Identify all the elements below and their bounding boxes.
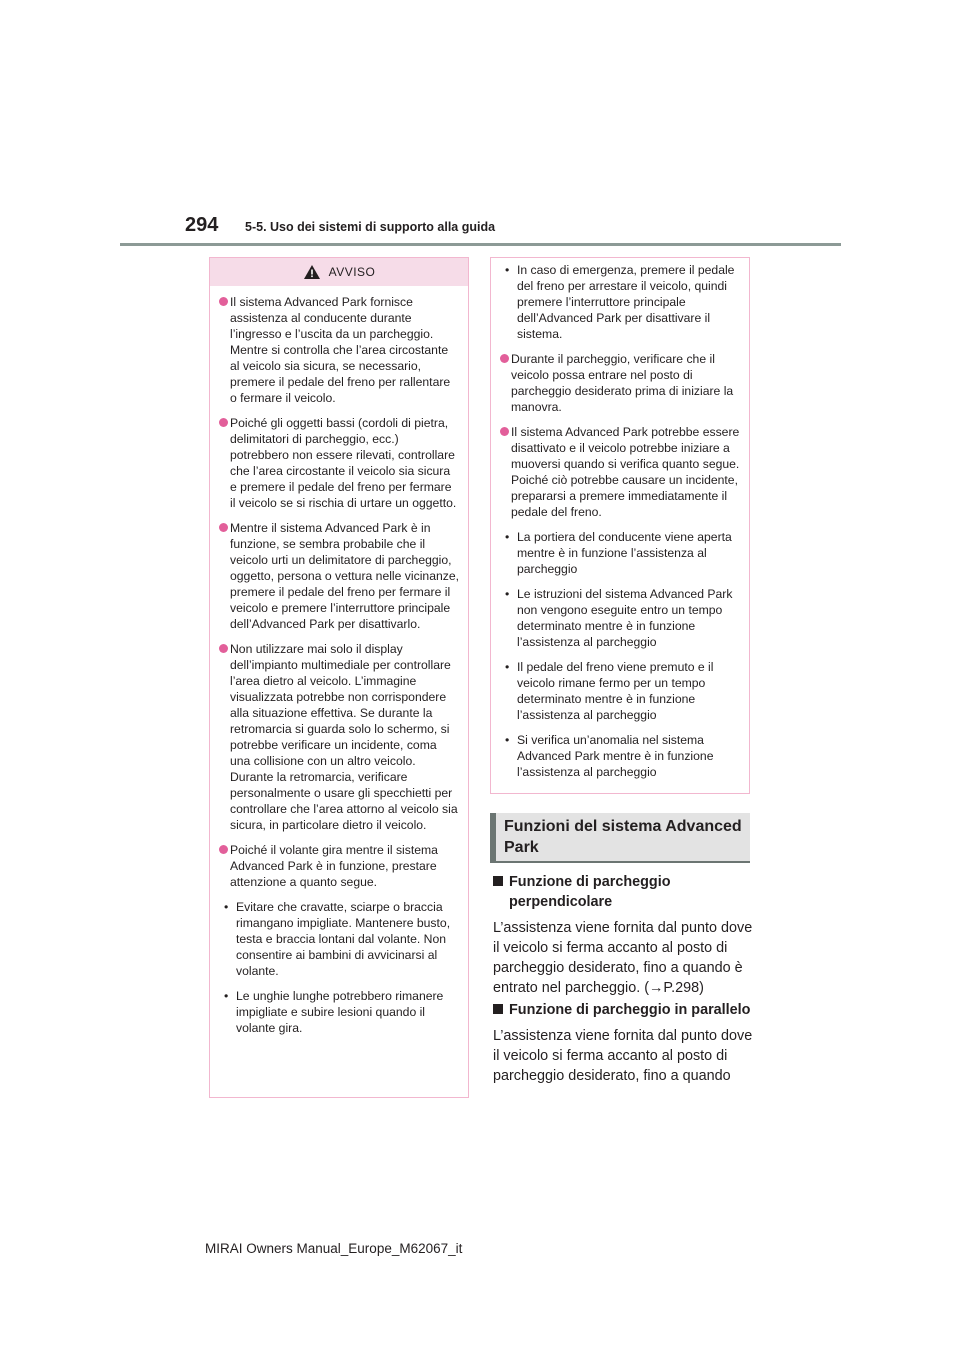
pink-circle-bullet-icon [219,845,228,854]
section-title: 5-5. Uso dei sistemi di supporto alla guida [245,220,496,234]
square-bullet-icon [493,876,503,886]
small-bullet-icon: • [224,900,229,914]
pink-circle-bullet-icon [500,427,509,436]
function-parallel [493,1000,755,1086]
small-bullet-icon: • [505,733,510,747]
function-heading-text: Funzione di parcheggio in parallelo [509,1002,751,1018]
subject-header: Funzioni del sistema Advanced Park [490,813,750,863]
bullet-text: Poiché gli oggetti bassi (cordoli di pietra, delimitatori di parcheggio, ecc.) potrebbero non essere rilevati, controllare che l’area circostante il veicolo sia sicura e premere il pedale del freno per fermare il veicolo se si rischia di urtare un oggetto. [230,416,457,510]
sub-bullet-item [218,988,460,1036]
square-bullet-icon [493,1004,503,1014]
sub-bullet-item [218,899,460,979]
bullet-item [218,641,460,833]
warning-continued-box [490,257,750,794]
bullet-item [218,842,460,890]
small-bullet-icon: • [505,587,510,601]
small-bullet-icon: • [505,263,510,277]
bullet-text: Non utilizzare mai solo il display dell’impianto multimediale per controllare l’area dietro al veicolo. L’immagine visualizzata potrebbe non corrispondere alla situazione effettiva. Se durante la retromarcia si guarda solo lo schermo, si potrebbe verificare un incidente, coma una collisione con un altro veicolo. Durante la retromarcia, verificare personalmente o usare gli specchietti per controllare che l’area attorno al veicolo sia sicura, in particolare dietro il veicolo. [230,642,458,832]
sub-bullet-item [499,262,741,342]
bullet-text: Durante il parcheggio, verificare che il veicolo possa entrare nel posto di parcheggio desiderato prima di iniziare la manovra. [511,352,734,414]
header-rule [120,243,841,246]
function-heading-text: Funzione di parcheggio perpendicolare [509,874,671,910]
bullet-item [218,415,460,511]
bullet-text: Poiché il volante gira mentre il sistema Advanced Park è in funzione, prestare attenzione a quanto segue. [230,843,438,889]
bullet-text: Il sistema Advanced Park potrebbe essere disattivato e il veicolo potrebbe iniziare a muoversi quando si verifica quanto segue. Poiché ciò potrebbe causare un incidente, prepararsi a premere immediatamente il pedale del freno. [511,425,740,519]
small-bullet-icon: • [505,660,510,674]
bullet-text: Le unghie lunghe potrebbero rimanere impigliate e subire lesioni quando il volante gira. [236,989,444,1035]
warning-title: AVVISO [328,265,376,279]
bullet-text: La portiera del conducente viene aperta mentre è in funzione l’assistenza al parcheggio [517,530,732,576]
bullet-text: Le istruzioni del sistema Advanced Park non vengono eseguite entro un tempo determinato mentre è in funzione l’assistenza al parcheggio [517,587,733,649]
pink-circle-bullet-icon [219,523,228,532]
pink-circle-bullet-icon [219,644,228,653]
function-heading [493,872,755,912]
small-bullet-icon: • [224,989,229,1003]
pink-circle-bullet-icon [219,297,228,306]
bullet-item [499,424,741,520]
warning-triangle-icon [303,264,321,280]
warning-box [209,257,469,1098]
pink-circle-bullet-icon [219,418,228,427]
function-heading [493,1000,755,1020]
function-text: L’assistenza viene fornita dal punto dove il veicolo si ferma accanto al posto di parcheggio desiderato, fino a quando è entrato nel parcheggio. (→P.298) [493,920,753,996]
warning-header [210,258,468,286]
bullet-text: Evitare che cravatte, sciarpe o braccia rimangano impigliate. Mantenere busto, testa e braccia lontani dal volante. Non consentire ai bambini di avvicinarsi al volante. [236,900,451,978]
small-bullet-icon: • [505,530,510,544]
warning-continued-list [491,258,749,780]
function-perpendicular [493,872,755,998]
bullet-text: Si verifica un’anomalia nel sistema Advanced Park mentre è in funzione l’assistenza al parcheggio [517,733,714,779]
sub-bullet-item [499,529,741,577]
bullet-text: Il pedale del freno viene premuto e il veicolo rimane fermo per un tempo determinato mentre è in funzione l’assistenza al parcheggio [517,660,714,722]
sub-bullet-item [499,586,741,650]
bullet-item [218,294,460,406]
sub-bullet-item [499,659,741,723]
pink-circle-bullet-icon [500,354,509,363]
footer-text: MIRAI Owners Manual_Europe_M62067_it [205,1241,463,1256]
bullet-text: Il sistema Advanced Park fornisce assistenza al conducente durante l’ingresso e l’uscita da un parcheggio. Mentre si controlla che l’area circostante al veicolo sia sicura, se necessario, premere il pedale del freno per rallentare o fermare il veicolo. [230,295,451,405]
bullet-text: In caso di emergenza, premere il pedale del freno per arrestare il veicolo, quindi premere l’interruttore principale dell’Advanced Park per disattivare il sistema. [517,263,735,341]
bullet-item [499,351,741,415]
bullet-item [218,520,460,632]
function-text: L’assistenza viene fornita dal punto dove il veicolo si ferma accanto al posto di parcheggio desiderato, fino a quando [493,1028,753,1084]
subject-rule [490,861,750,863]
warning-list [210,286,468,1036]
sub-bullet-item [499,732,741,780]
bullet-text: Mentre il sistema Advanced Park è in funzione, se sembra probabile che il veicolo urti un delimitatore di parcheggio, oggetto, persona o vettura nelle vicinanze, premere il pedale del freno per fermare il veicolo e premere l’interruttore principale dell’Advanced Park per disattivarlo. [230,521,460,631]
page-number: 294 [185,214,219,236]
